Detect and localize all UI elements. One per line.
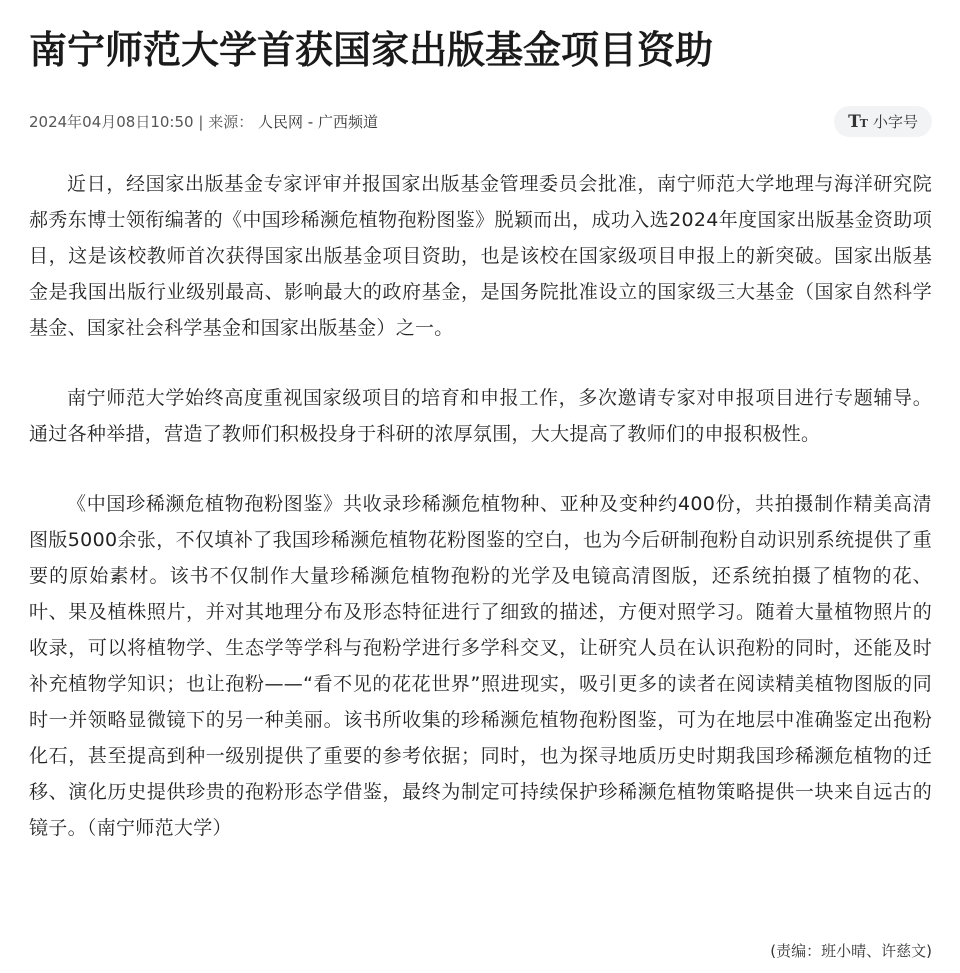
font-size-toggle-button[interactable]: [834, 106, 932, 137]
article-meta: [29, 112, 378, 132]
article-paragraph: 《中国珍稀濒危植物孢粉图鉴》共收录珍稀濒危植物种、亚种及变种约400份，共拍摄制作精美高清图版5000余张，不仅填补了我国珍稀濒危植物花粉图鉴的空白，也为今后研制孢粉自动识别系统提供了重要的原始素材。该书不仅制作大量珍稀濒危植物孢粉的光学及电镜高清图版，还系统拍摄了植物的花、叶、果及植株照片，并对其地理分布及形态特征进行了细致的描述，方便对照学习。随着大量植物照片的收录，可以将植物学、生态学等学科与孢粉学进行多学科交叉，让研究人员在认识孢粉的同时，还能及时补充植物学知识；也让孢粉——“看不见的花花世界”照进现实，吸引更多的读者在阅读精美植物图版的同时一并领略显微镜下的另一种美丽。该书所收集的珍稀濒危植物孢粉图鉴，可为在地层中准确鉴定出孢粉化石，甚至提高到种一级别提供了重要的参考依据；同时，也为探寻地质历史时期我国珍稀濒危植物的迁移、演化历史提供珍贵的孢粉形态学借鉴，最终为制定可持续保护珍稀濒危植物策略提供一块来自远古的镜子。（南宁师范大学）: [29, 493, 932, 839]
publish-datetime: 2024年04月08日10:50: [29, 113, 194, 131]
meta-separator: |: [198, 113, 204, 131]
editor-credit: (责编：班小晴、许慈文): [770, 942, 932, 960]
article-paragraph: 南宁师范大学始终高度重视国家级项目的培育和申报工作，多次邀请专家对申报项目进行专题辅导。通过各种举措，营造了教师们积极投身于科研的浓厚氛围，大大提高了教师们的申报积极性。: [29, 387, 932, 445]
source-label: 来源：: [208, 113, 254, 131]
article-paragraph: 近日，经国家出版基金专家评审并报国家出版基金管理委员会批准，南宁师范大学地理与海洋研究院郝秀东博士领衔编著的《中国珍稀濒危植物孢粉图鉴》脱颖而出，成功入选2024年度国家出版基金资助项目，这是该校教师首次获得国家出版基金项目资助，也是该校在国家级项目申报上的新突破。国家出版基金是我国出版行业级别最高、影响最大的政府基金，是国务院批准设立的国家级三大基金（国家自然科学基金、国家社会科学基金和国家出版基金）之一。: [29, 173, 932, 339]
font-size-toggle-label: 小字号: [872, 113, 918, 131]
article-meta-row: [29, 106, 932, 138]
source-link[interactable]: 人民网 - 广西频道: [258, 113, 378, 131]
text-size-icon: TT: [848, 111, 867, 132]
article-title: 南宁师范大学首获国家出版基金项目资助: [29, 28, 714, 72]
article-body: [29, 166, 932, 880]
